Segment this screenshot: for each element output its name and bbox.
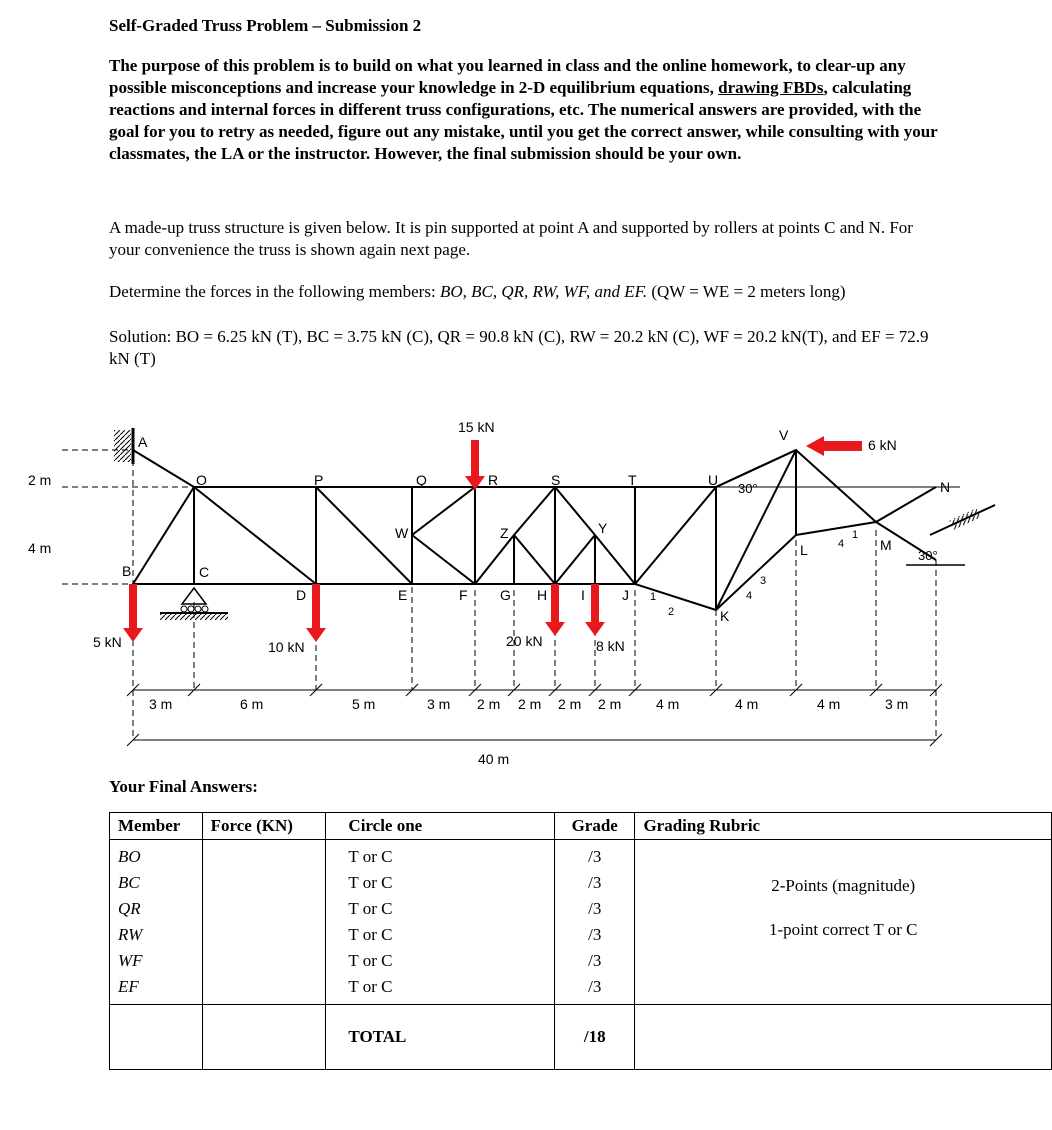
member-cell (110, 840, 203, 1005)
node-h: H (537, 587, 548, 603)
node-d: D (296, 587, 307, 603)
height-4m: 4 m (28, 540, 52, 556)
grade-bo: /3 (588, 847, 602, 866)
grade-ef: /3 (588, 977, 602, 996)
node-z: Z (500, 525, 509, 541)
span-12: 3 m (885, 696, 909, 712)
node-g: G (500, 587, 511, 603)
node-f: F (459, 587, 468, 603)
question-lead: Determine the forces in the following members: (109, 282, 440, 301)
span-11: 4 m (817, 696, 841, 712)
total-member-cell (110, 1005, 203, 1070)
question-members: BO, BC, QR, RW, WF, and EF. (439, 282, 648, 301)
final-answers-label: Your Final Answers: (109, 777, 258, 796)
node-labels (122, 427, 950, 624)
node-c: C (199, 564, 210, 580)
height-2m: 2 m (28, 472, 52, 488)
slope-4b: 4 (838, 538, 845, 550)
node-k: K (720, 608, 730, 624)
purpose-paragraph (109, 55, 939, 165)
member-wf: WF (118, 951, 143, 970)
circle-qr[interactable]: T or C (348, 899, 393, 918)
slope-4: 4 (746, 590, 753, 602)
circle-wf[interactable]: T or C (348, 951, 393, 970)
load-20kn: 20 kN (506, 633, 543, 649)
circle-rw[interactable]: T or C (348, 925, 393, 944)
slope-3: 3 (760, 575, 767, 587)
span-6: 2 m (518, 696, 542, 712)
grade-cell (554, 840, 634, 1005)
span-5: 2 m (477, 696, 501, 712)
node-v: V (779, 427, 789, 443)
span-10: 4 m (735, 696, 759, 712)
span-3: 5 m (352, 696, 376, 712)
node-o: O (196, 472, 207, 488)
total-force-cell[interactable] (202, 1005, 326, 1070)
slope-1: 1 (852, 529, 859, 541)
rubric-direction: 1-point correct T or C (768, 920, 918, 939)
load-6kn: 6 kN (868, 437, 897, 453)
total-label: TOTAL (326, 1005, 555, 1070)
purpose-text-2: , calculating reactions and internal forces in different truss configurations, etc. The numerical answers are provided, with the goal for you to retry as needed, figure out any mistake, until you get the correct answer, while consulting with your classmates, the LA or the instructor. However, the final submission should be your own. (109, 78, 938, 163)
rubric-cell (635, 840, 1052, 1005)
span-7: 2 m (558, 696, 582, 712)
dimension-lines (127, 684, 942, 746)
purpose-text-1: The purpose of this problem is to build on what you learned in class and the online homework, to clear-up any possible misconceptions and increase your knowledge in 2-D equilibrium equations, (109, 56, 906, 97)
grade-rw: /3 (588, 925, 602, 944)
node-u: U (708, 472, 719, 488)
header-rubric: Grading Rubric (635, 813, 1052, 840)
node-b: B (122, 563, 132, 579)
header-force: Force (KN) (202, 813, 326, 840)
total-grade: /18 (554, 1005, 634, 1070)
span-4: 3 m (427, 696, 451, 712)
node-p: P (314, 472, 324, 488)
node-t: T (628, 472, 637, 488)
page-title: Self-Graded Truss Problem – Submission 2 (109, 16, 422, 35)
node-l: L (800, 542, 808, 558)
roller-support-c (160, 588, 228, 620)
span-2: 6 m (240, 696, 264, 712)
circle-bo[interactable]: T or C (348, 847, 393, 866)
slope-2: 2 (668, 606, 675, 618)
truss-figure (0, 410, 1052, 780)
node-i: I (581, 587, 585, 603)
member-bc: BC (118, 873, 140, 892)
node-s: S (551, 472, 561, 488)
header-circle: Circle one (326, 813, 555, 840)
member-rw: RW (118, 925, 143, 944)
node-n: N (940, 479, 951, 495)
load-15kn: 15 kN (458, 419, 495, 435)
slope-1b: 1 (650, 591, 657, 603)
answer-table (109, 812, 1052, 1070)
span-8: 2 m (598, 696, 622, 712)
question-paragraph (109, 281, 939, 303)
load-8kn: 8 kN (596, 638, 625, 654)
node-j: J (622, 587, 629, 603)
header-member: Member (110, 813, 203, 840)
total-span: 40 m (478, 751, 510, 767)
node-q: Q (416, 472, 427, 488)
fbd-link[interactable]: drawing FBDs (718, 78, 824, 97)
member-bo: BO (118, 847, 141, 866)
node-r: R (488, 472, 499, 488)
node-a: A (138, 434, 148, 450)
member-ef: EF (118, 977, 139, 996)
force-cell[interactable] (202, 840, 326, 1005)
grade-bc: /3 (588, 873, 602, 892)
intro-paragraph: A made-up truss structure is given below. It is pin supported at point A and supported by rollers at points C and N. For your convenience the truss is shown again next page. (109, 218, 913, 259)
angle-30-n: 30° (918, 548, 938, 563)
angle-30-u: 30° (738, 481, 758, 496)
grade-wf: /3 (588, 951, 602, 970)
total-rubric-cell (635, 1005, 1052, 1070)
member-qr: QR (118, 899, 141, 918)
solution-paragraph: Solution: BO = 6.25 kN (T), BC = 3.75 kN (C), QR = 90.8 kN (C), RW = 20.2 kN (C), WF = 20.2 kN(T), and EF = 72.9 kN (T) (109, 327, 929, 368)
truss-members (133, 450, 936, 610)
rubric-magnitude: 2-Points (magnitude) (771, 876, 916, 895)
node-w: W (395, 525, 409, 541)
grade-qr: /3 (588, 899, 602, 918)
circle-bc[interactable]: T or C (348, 873, 393, 892)
question-tail: (QW = WE = 2 meters long) (647, 282, 846, 301)
span-9: 4 m (656, 696, 680, 712)
load-5kn: 5 kN (93, 634, 122, 650)
span-1: 3 m (149, 696, 173, 712)
node-e: E (398, 587, 408, 603)
circle-cell (326, 840, 555, 1005)
circle-ef[interactable]: T or C (348, 977, 393, 996)
node-m: M (880, 537, 892, 553)
load-10kn: 10 kN (268, 639, 305, 655)
node-y: Y (598, 520, 608, 536)
header-grade: Grade (554, 813, 634, 840)
